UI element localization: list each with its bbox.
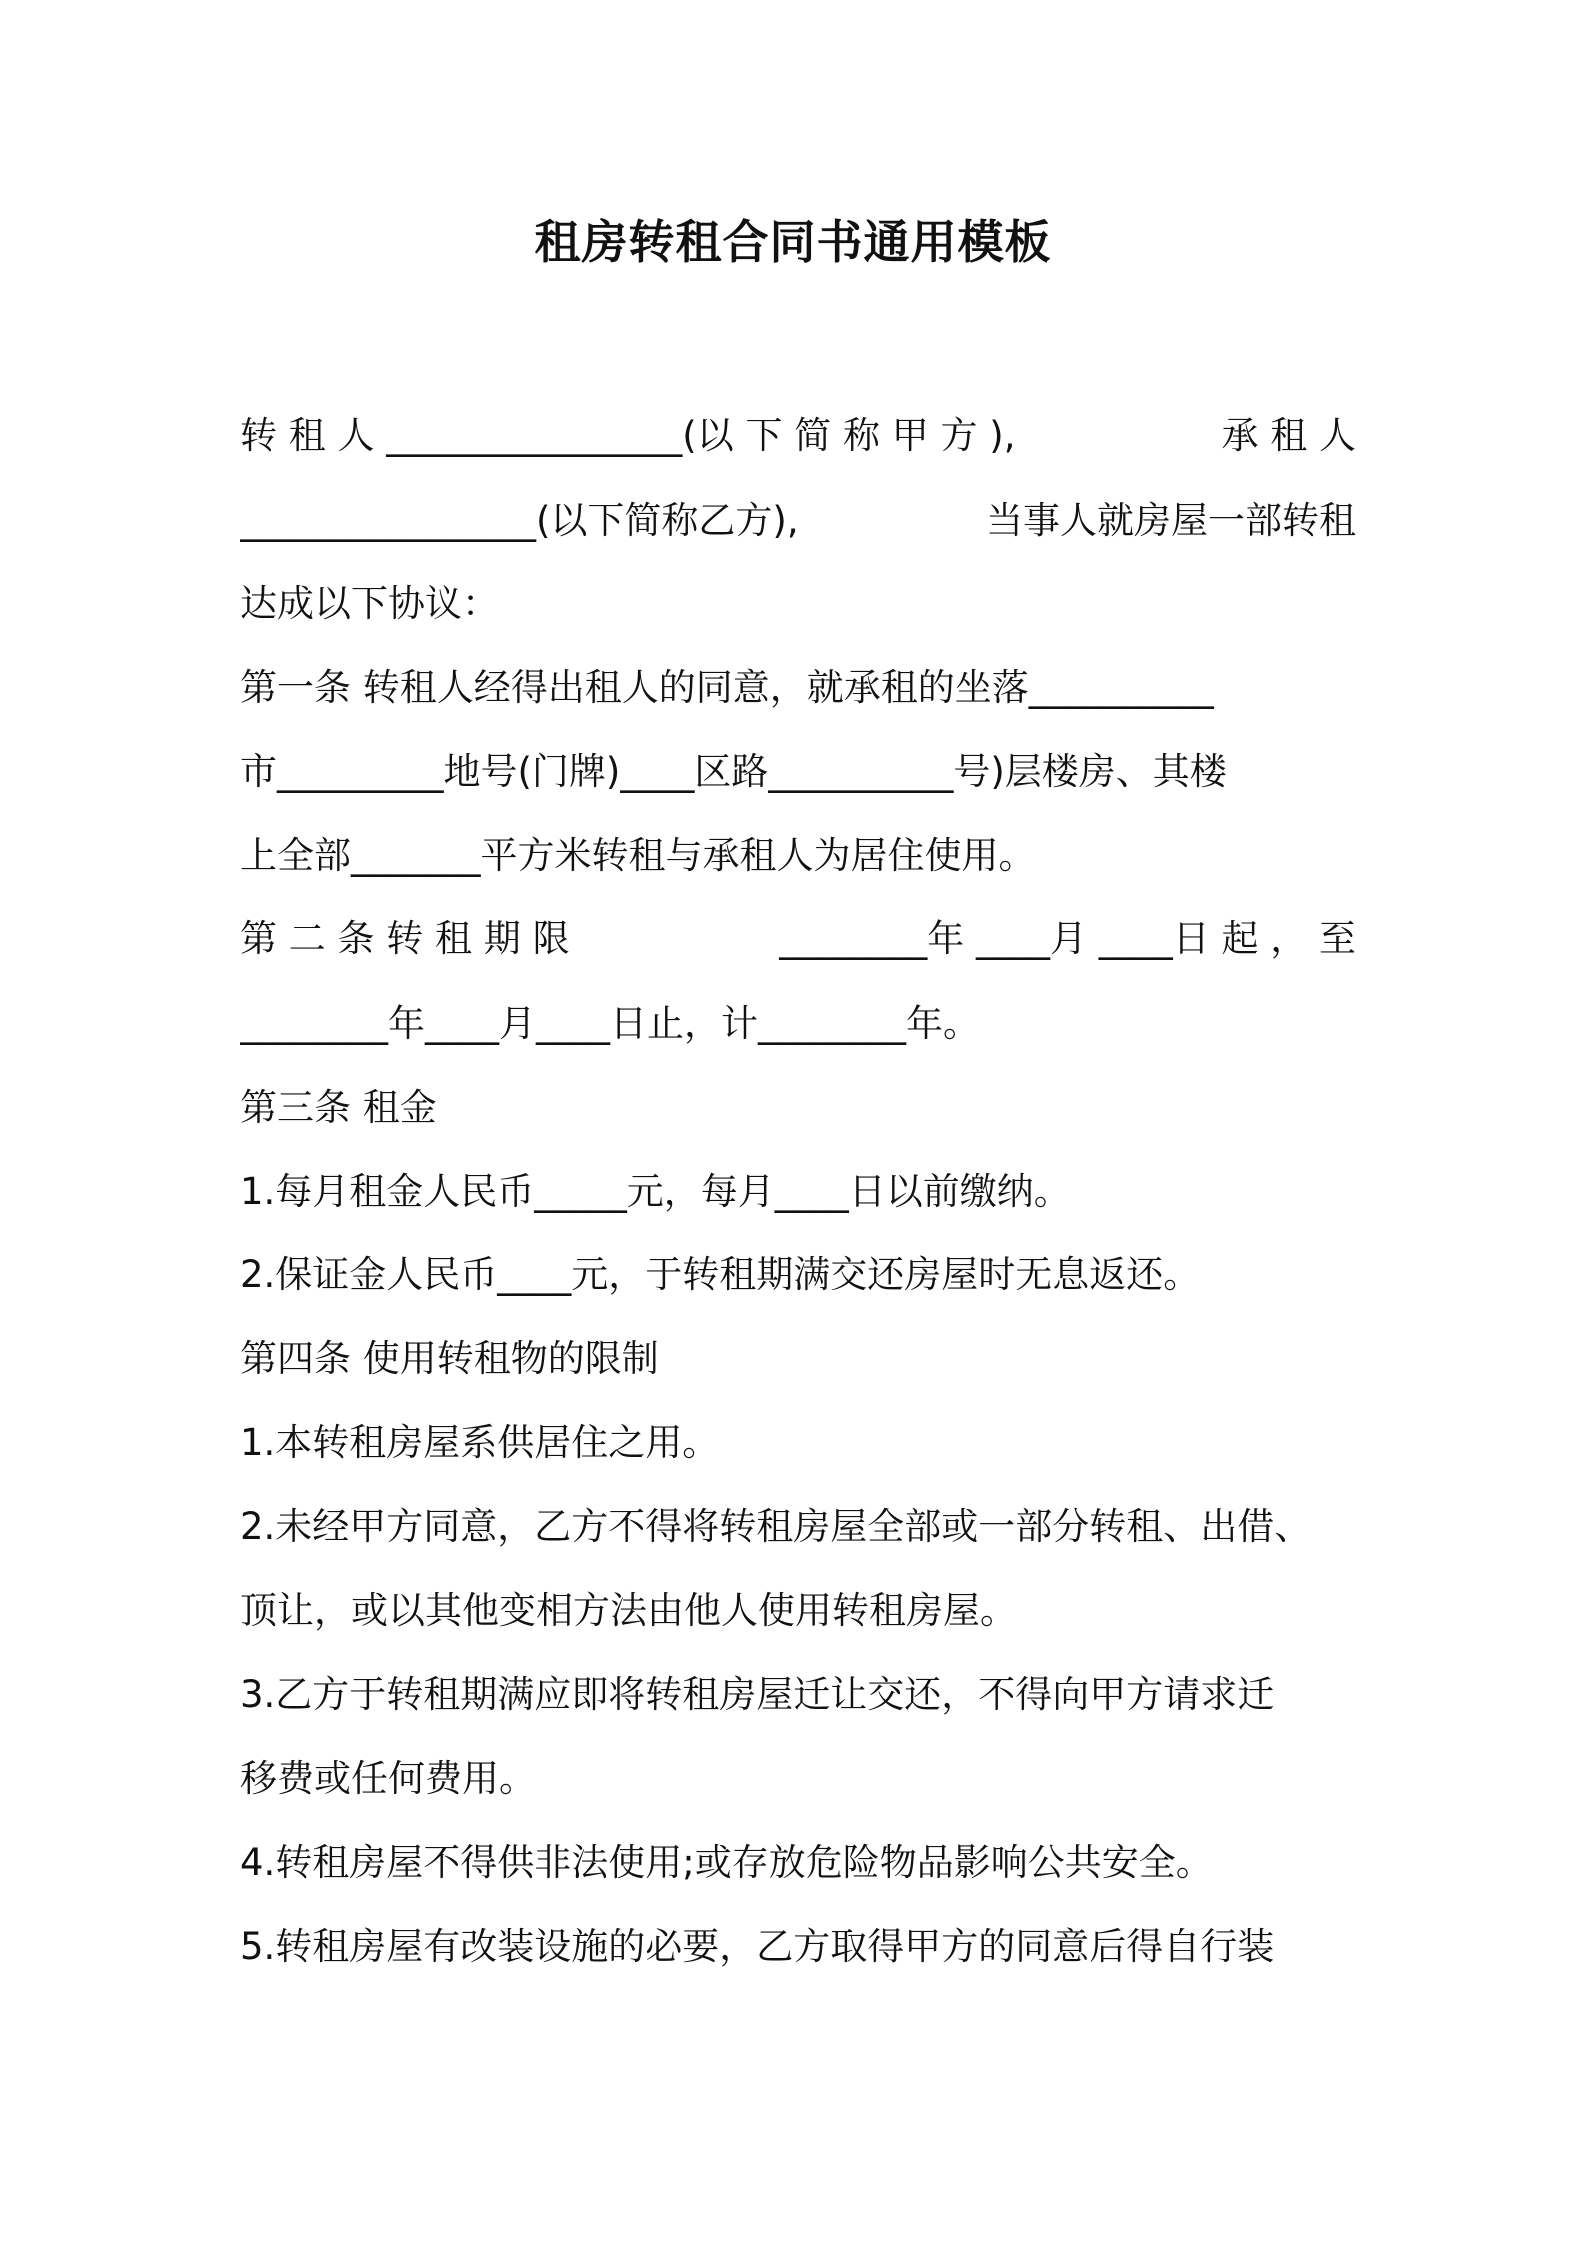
article-1-line: 第一条 转租人经得出租人的同意，就承租的坐落__________ — [240, 666, 1214, 709]
paragraph-line: 达成以下协议： — [240, 582, 499, 625]
paragraph-line: 顶让，或以其他变相方法由他人使用转租房屋。 — [240, 1589, 1017, 1632]
paragraph-line — [240, 410, 1356, 462]
list-item: 3.乙方于转租期满应即将转租房屋迁让交还，不得向甲方请求迁 — [240, 1673, 1275, 1716]
article-2-line — [240, 913, 1356, 965]
article-3-heading: 第三条 租金 — [240, 1086, 437, 1129]
list-item: 5.转租房屋有改装设施的必要，乙方取得甲方的同意后得自行装 — [240, 1925, 1275, 1968]
list-item: 2.未经甲方同意，乙方不得将转租房屋全部或一部分转租、出借、 — [240, 1505, 1312, 1548]
line-segment: 转 租 人 ________________(以 下 简 称 甲 方 ), — [240, 414, 1016, 457]
list-item: 1.每月租金人民币_____元，每月____日以前缴纳。 — [240, 1170, 1071, 1213]
paragraph-line: ________年____月____日止，计________年。 — [240, 1002, 980, 1045]
list-item: 4.转租房屋不得供非法使用;或存放危险物品影响公共安全。 — [240, 1841, 1213, 1884]
line-segment: 第 二 条 转 租 期 限 — [240, 917, 570, 960]
list-item: 1.本转租房屋系供居住之用。 — [240, 1421, 720, 1464]
list-item: 2.保证金人民币____元，于转租期满交还房屋时无息返还。 — [240, 1253, 1201, 1296]
paragraph-line: 移费或任何费用。 — [240, 1757, 536, 1800]
article-4-heading: 第四条 使用转租物的限制 — [240, 1337, 659, 1380]
line-segment: 承 租 人 — [1221, 414, 1356, 457]
line-segment: ________年 ____月 ____日 起 ， 至 — [779, 917, 1356, 960]
line-segment: ________________(以下简称乙方), — [240, 499, 799, 542]
page-title: 租房转租合同书通用模板 — [534, 215, 1052, 269]
paragraph-line — [240, 495, 1356, 547]
line-segment: 当事人就房屋一部转租 — [986, 499, 1356, 542]
paragraph-line: 上全部_______平方米转租与承租人为居住使用。 — [240, 834, 1036, 877]
paragraph-line: 市_________地号(门牌)____区路__________号)层楼房、其楼 — [240, 750, 1227, 793]
